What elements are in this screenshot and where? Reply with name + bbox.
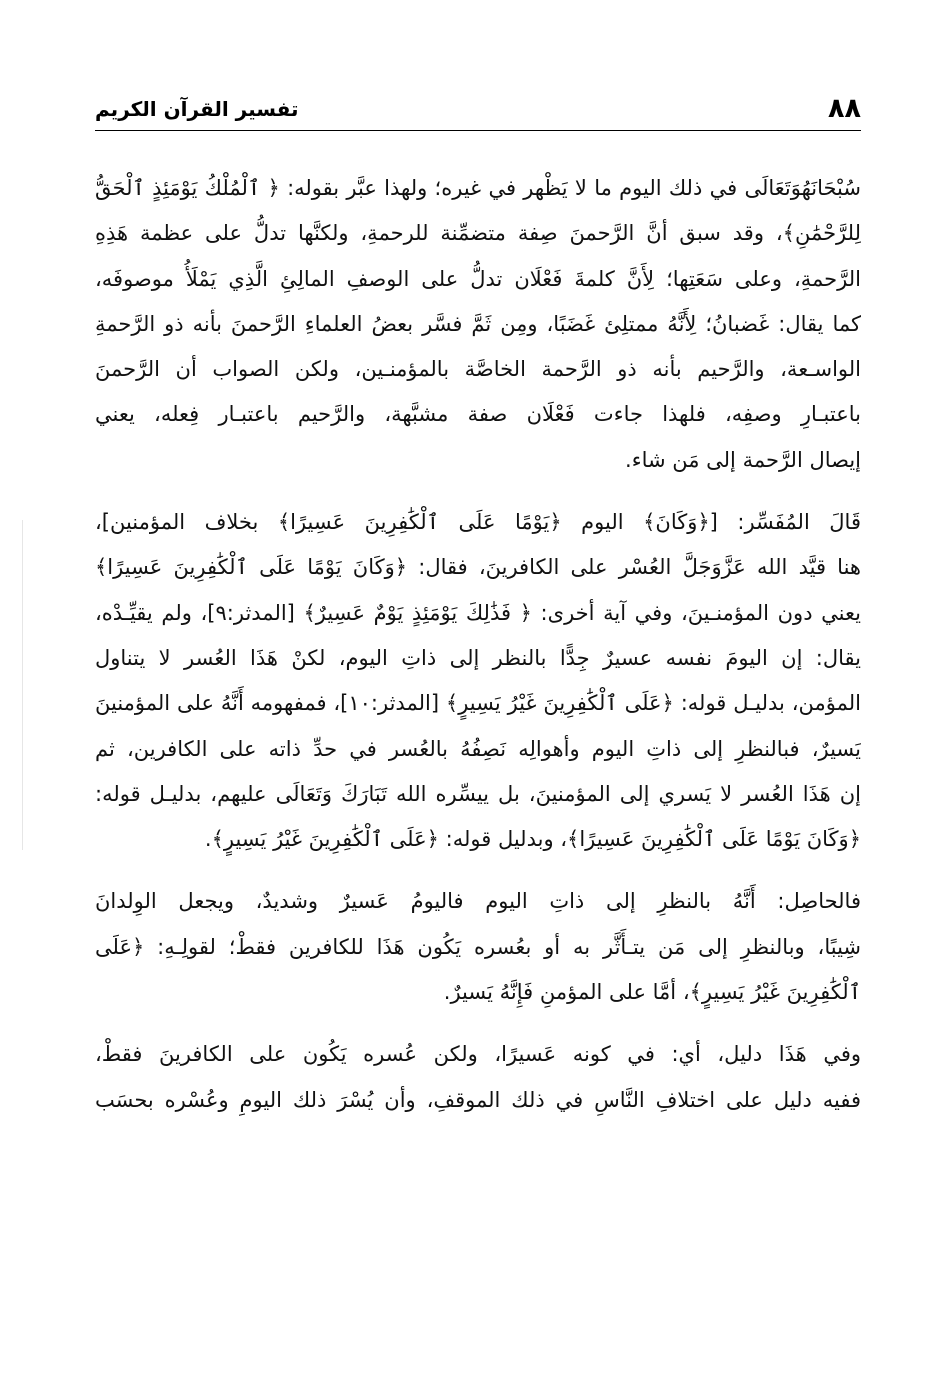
page-header (95, 92, 861, 132)
text-line: يقال: إن اليومَ نفسه عسيرٌ جِدًّا بالنظر إلى ذاتِ اليوم، لكنْ هَذَا العُسر لا يتناول (95, 645, 861, 670)
paragraph-spacer (95, 862, 861, 879)
page-number: ٨٨ (828, 93, 861, 124)
text-line: يَسيرٌ، فبالنظرِ إلى ذاتِ اليوم وأهوالِه نَصِفُهُ بالعُسر في حدِّ ذاته على الكافرين، ثم (95, 736, 861, 761)
header-divider (95, 130, 861, 131)
text-line: ففيه دليل على اختلافِ النَّاسِ في ذلك الموقفِ، وأن يُسْرَ ذلك اليومِ وعُسْره بحسَب (95, 1087, 861, 1112)
book-title: تفسير القرآن الكريم (95, 97, 299, 121)
text-line: شِيبًا، وبالنظرِ إلى مَن يتـأَثَّر به أو بعُسره يَكُون هَذَا للكافرين فقطْ؛ لقولِـهِ: ﴿عَلَى (95, 934, 861, 959)
paragraph-3 (95, 879, 861, 1015)
text-line: سُبْحَانَهُوَتَعَالَى في ذلك اليوم ما لا يَظْهر في غيره؛ ولهذا عبَّر بقوله: ﴿ ٱلْمُلْكُ يَوْمَئِذٍ ٱلْحَقُّ (95, 176, 861, 200)
paragraph-4 (95, 1032, 861, 1123)
text-line: الرَّحمةِ، وعلى سَعَتِها؛ لِأَنَّ كلمةَ فَعْلَان تدلُّ على الوصفِ المالِئِ الَّذِي يَمْلَأُ موصوفَه، (95, 266, 861, 291)
text-line: هنا قيَّد الله عَزَّوَجَلَّ العُسْر على الكافرينَ، فقال: ﴿وَكَانَ يَوْمًا عَلَى ٱلْكَٰفِرِينَ عَسِيرًا﴾ (95, 555, 861, 580)
text-line: قَالَ المُفَسِّر: [﴿وَكَانَ﴾ اليوم ﴿يَوْمًا عَلَى ٱلْكَٰفِرِينَ عَسِيرًا﴾ بخلاف المؤمنين]، (95, 510, 861, 535)
text-line: وفي هَذَا دليل، أي: في كونه عَسيرًا، ولكن عُسره يَكُون على الكافرينَ فقطْ، (95, 1042, 861, 1067)
text-line: لِلرَّحْمَٰنِ﴾، وقد سبق أنَّ الرَّحمنَ صِفة متضمِّنة للرحمةِ، ولكنَّها تدلُّ على عظمة هَذِهِ (95, 221, 861, 246)
text-line: إن هَذَا العُسر لا يَسري إلى المؤمنينَ، بل ييسِّره الله تَبَارَكَ وَتَعَالَى عليهم، بدليـل قوله: (95, 781, 861, 806)
text-line: فالحاصِل: أَنَّهُ بالنظرِ إلى ذاتِ اليوم فاليومُ عَسيرٌ وشديدٌ، ويجعل الوِلدانَ (95, 889, 861, 914)
paragraph-spacer (95, 483, 861, 500)
text-line: كما يقال: غَضبانُ؛ لِأَنَّهُ ممتلِئ غَضَبًا، ومِن ثَمَّ فسَّر بعضُ العلماءِ الرَّحمنَ بأنه ذو الرَّحمةِ (95, 311, 861, 336)
text-line: إيصال الرَّحمة إلى مَن شاء. (625, 447, 861, 472)
paragraph-2 (95, 500, 861, 862)
text-line: المؤمن، بدليـل قوله: ﴿عَلَى ٱلْكَٰفِرِينَ غَيْرُ يَسِيرٍ﴾ [المدثر:١٠]، فمفهومه أَنَّهُ على المؤمنينَ (95, 691, 861, 716)
page-body (95, 166, 861, 1123)
paragraph-1 (95, 166, 861, 483)
scan-shadow-line (22, 520, 23, 850)
text-line: الواسـعة، والرَّحيم بأنه ذو الرَّحمة الخاصَّة بالمؤمنـين، ولكن الصواب أن الرَّحمنَ (95, 357, 861, 382)
text-line: يعني دون المؤمنـينَ، وفي آية أخرى: ﴿ فَذَٰلِكَ يَوْمَئِذٍ يَوْمٌ عَسِيرٌ﴾ [المدثر:٩]، ولم يقيِّـدْه، (95, 600, 861, 625)
text-line: ٱلْكَٰفِرِينَ غَيْرُ يَسِيرٍ﴾، أمَّا على المؤمنِ فَإِنَّهُ يَسيرٌ. (443, 980, 861, 1005)
text-line: باعتبـارِ وصفِه، فلهذا جاءت فَعْلَان صفة مشبَّهة، والرَّحيم باعتبـار فِعله، يعني (95, 402, 861, 427)
text-line: ﴿وَكَانَ يَوْمًا عَلَى ٱلْكَٰفِرِينَ عَسِيرًا﴾، وبدليل قوله: ﴿عَلَى ٱلْكَٰفِرِينَ غَيْرُ يَسِيرٍ﴾. (204, 827, 861, 852)
paragraph-spacer (95, 1015, 861, 1032)
